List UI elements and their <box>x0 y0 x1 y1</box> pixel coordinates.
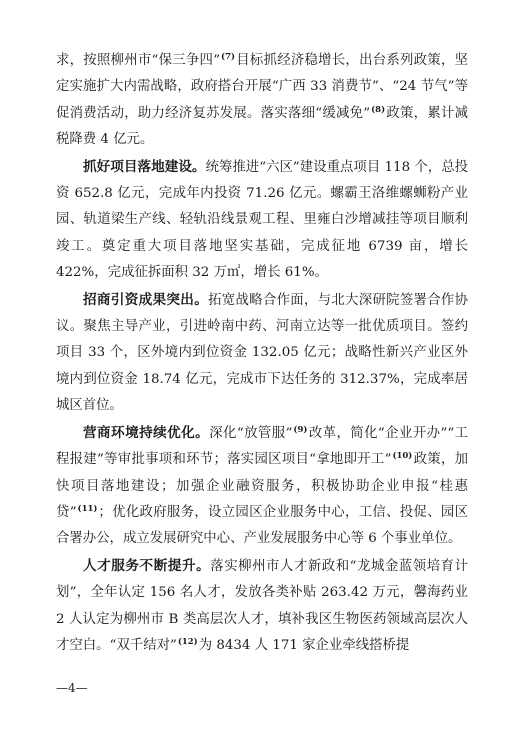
paragraph-text: 统筹推进“六区”建设重点项目 118 个，总投资 652.8 亿元，完成年内投资 71.26 亿元。螺霸王洛维螺蛳粉产业园、轨道梁生产线、轻轨沿线景观工程、里雍白沙增减挂等项目顺利竣工。奠定重大项目落地坚实基础，完成征地 6739 亩，增长 422%，完成征拆面积 32 万㎡，增长 61%。 <box>56 159 469 281</box>
paragraph <box>56 48 468 154</box>
paragraph-text: ；优化政府服务，设立园区企业服务中心，工信、投促、园区合署办公，成立发展研究中心、产业发展服务中心等 6 个事业单位。 <box>56 504 468 547</box>
section-heading: 招商引资成果突出。 <box>83 291 209 308</box>
section-heading: 抓好项目落地建设。 <box>83 158 206 175</box>
section-heading: 人才服务不断提升。 <box>83 557 211 574</box>
paragraph-text: 拓宽战略合作面，与北大深研院签署合作协议。聚焦主导产业，引进岭南中药、河南立达等一批优质项目。签约项目 33 个，区外境内到位资金 132.05 亿元；战略性新兴产业区外境内到位资金 18.74 亿元，完成市下达任务的 312.37%，完成率居城区首位。 <box>56 292 469 414</box>
paragraph <box>56 553 468 660</box>
paragraph <box>56 287 468 420</box>
paragraph-text: 政策，累计减税降费 4 亿元。 <box>56 105 468 148</box>
footnote-marker: (10) <box>392 451 413 462</box>
footnote-marker: (12) <box>177 636 198 647</box>
section-heading: 营商环境持续优化。 <box>83 424 210 441</box>
paragraph-text: 改革，简化“企业开办”“工程报建”等审批事项和环节；落实园区项目“拿地即开工” <box>56 425 468 468</box>
paragraph-text: 目标抓经济稳增长，出台系列政策，坚定实施扩大内需战略，政府搭台开展“广西 33 消费节”、“24 节气”等促消费活动，助力经济复苏发展。落实落细“缓减免” <box>56 53 468 121</box>
paragraph-text: 求，按照柳州市“保三争四” <box>56 53 221 68</box>
page-number: —4— <box>56 681 88 695</box>
footnote-marker: (7) <box>221 52 236 62</box>
paragraph <box>56 420 468 553</box>
footnote-marker: (9) <box>293 424 308 435</box>
document-body <box>56 48 468 659</box>
footnote-marker: (8) <box>371 104 386 115</box>
paragraph-text: 落实柳州市人才新政和“龙城金蓝领培育计划”，全年认定 156 名人才，发放各类补贴 263.42 万元，馨海药业 2 人认定为柳州市 B 类高层次人才，填补我区生物医药领域高层次人才空白。“双千结对” <box>56 558 468 653</box>
paragraph-text: 深化“放管服” <box>209 425 293 441</box>
paragraph-text: 政策，加快项目落地建设；加强企业融资服务，积极协助企业申报“桂惠贷” <box>56 452 468 520</box>
footnote-marker: (11) <box>77 503 98 514</box>
paragraph-text: 为 8434 人 171 家企业牵线搭桥提 <box>198 637 410 653</box>
paragraph <box>56 154 468 287</box>
